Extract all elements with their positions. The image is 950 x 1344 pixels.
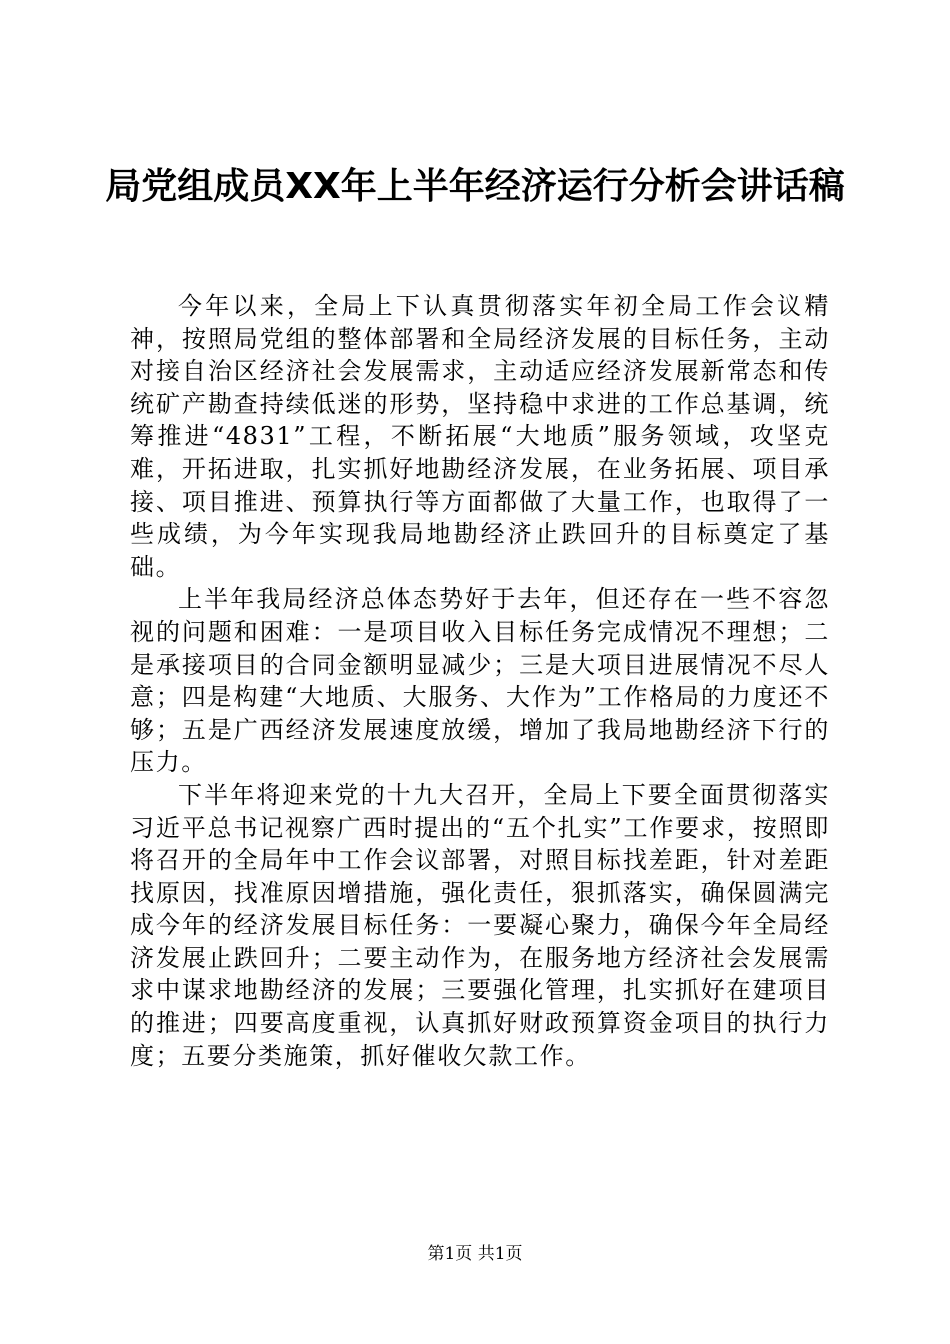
document-body — [130, 290, 830, 1072]
paragraph-3: 下半年将迎来党的十九大召开，全局上下要全面贯彻落实习近平总书记视察广西时提出的“五个扎实”工作要求，按照即将召开的全局年中工作会议部署，对照目标找差距，针对差距找原因，找准原因增措施，强化责任，狠抓落实，确保圆满完成今年的经济发展目标任务：一要凝心聚力，确保今年全局经济发展止跌回升；二要主动作为，在服务地方经济社会发展需求中谋求地勘经济的发展；三要强化管理，扎实抓好在建项目的推进；四要高度重视，认真抓好财政预算资金项目的执行力度；五要分类施策，抓好催收欠款工作。 — [130, 780, 830, 1070]
document-title: 局党组成员XX年上半年经济运行分析会讲话稿 — [105, 166, 845, 207]
paragraph-2: 上半年我局经济总体态势好于去年，但还存在一些不容忽视的问题和困难：一是项目收入目标任务完成情况不理想；二是承接项目的合同金额明显减少；三是大项目进展情况不尽人意；四是构建“大地质、大服务、大作为”工作格局的力度还不够；五是广西经济发展速度放缓，增加了我局地勘经济下行的压力。 — [130, 585, 830, 777]
paragraph-1: 今年以来，全局上下认真贯彻落实年初全局工作会议精神，按照局党组的整体部署和全局经济发展的目标任务，主动对接自治区经济社会发展需求，主动适应经济发展新常态和传统矿产勘查持续低迷的形势，坚持稳中求进的工作总基调，统筹推进“4831”工程，不断拓展“大地质”服务领域，攻坚克难，开拓进取，扎实抓好地勘经济发展，在业务拓展、项目承接、项目推进、预算执行等方面都做了大量工作，也取得了一些成绩，为今年实现我局地勘经济止跌回升的目标奠定了基础。 — [130, 292, 830, 581]
page-footer: 第1页 共1页 — [427, 1244, 523, 1264]
